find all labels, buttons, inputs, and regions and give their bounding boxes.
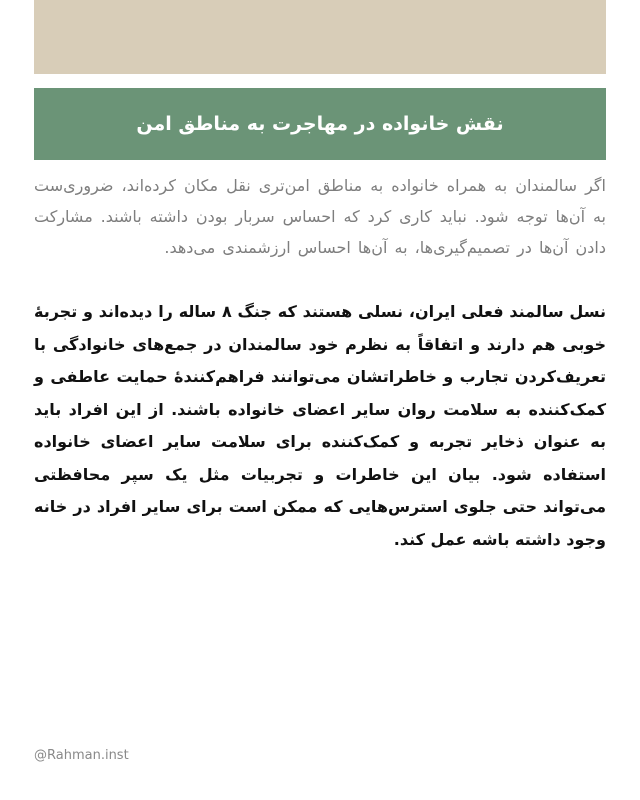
intro-paragraph: اگر سالمندان به همراه خانواده به مناطق امن‌تری نقل مکان کرده‌اند، ضروری‌ست به آن‌ها توجه شود. نباید کاری کرد که احساس سربار بودن داشته باشند. مشارکت دادن آن‌ها در تصمیم‌گیری‌ها، به آن‌ها احساس ارزشمندی می‌دهد. [34, 176, 606, 257]
page-title: نقش خانواده در مهاجرت به مناطق امن [136, 113, 504, 135]
title-banner [34, 88, 606, 160]
top-decorative-band [34, 0, 606, 74]
author-handle: @Rahman.inst [34, 748, 129, 763]
body-paragraph: نسل سالمند فعلی ایران، نسلی هستند که جنگ ۸ ساله را دیده‌اند و تجربهٔ خوبی هم دارند و اتفاقاً به نظرم خود سالمندان در جمع‌های خانوادگی با تعریف‌کردن تجارب و خاطراتشان می‌توانند فراهم‌کنندهٔ حمایت عاطفی و کمک‌کننده به سلامت روان سایر اعضای خانواده باشند. از این افراد باید به عنوان ذخایر تجربه و کمک‌کننده برای سلامت سایر اعضای خانواده استفاده شود. بیان این خاطرات و تجربیات مثل یک سپر محافظتی می‌تواند حتی جلوی استرس‌هایی که ممکن است برای سایر افراد در خانه وجود داشته باشه عمل کند. [34, 302, 606, 549]
